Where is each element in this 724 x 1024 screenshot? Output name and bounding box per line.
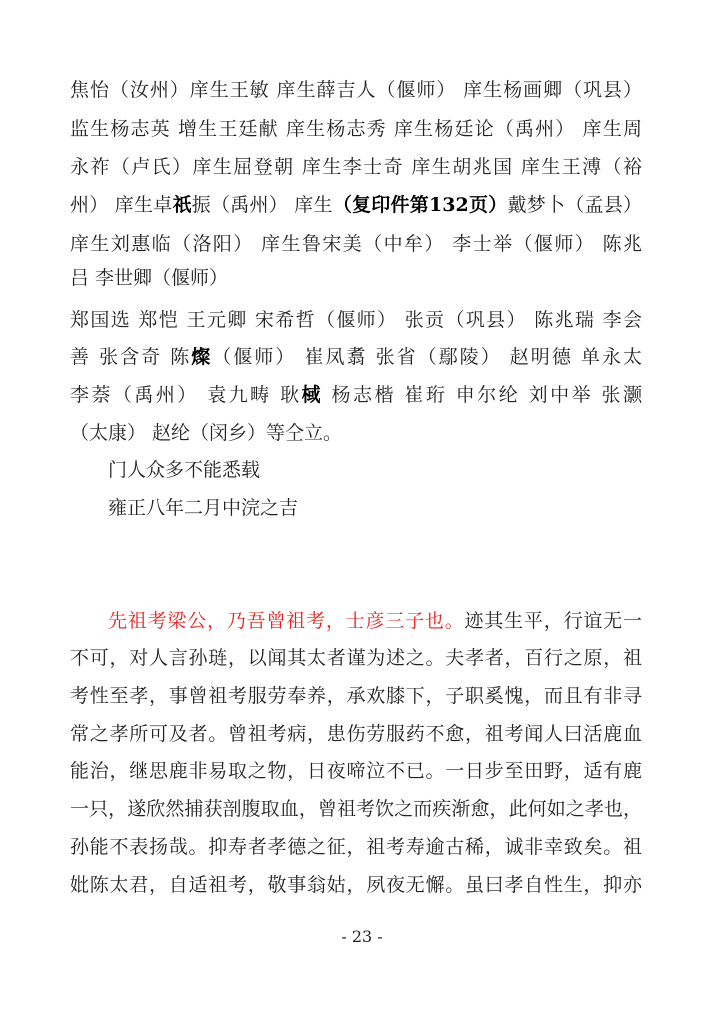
text-segment: （偃师） 崔凤翥 张省（鄢陵） 赵明德 单永太 <box>212 346 642 368</box>
text-segment: 迹其生平，行谊无一 <box>464 610 642 632</box>
section2-text-line <box>70 609 642 633</box>
section2-text-line <box>70 722 642 746</box>
text-segment: 妣陈太君，自适祖考，敬事翁姑，夙夜无懈。虽曰孝自性生，抑亦 <box>70 874 642 896</box>
section1-text-line <box>70 383 642 407</box>
text-segment: 考性至孝，事曾祖考服劳奉养，承欢膝下，子职奚愧，而且有非寻 <box>70 685 642 707</box>
text-segment: 杨志楷 崔珩 申尔纶 刘中举 张灏 <box>323 384 642 406</box>
section1-text-line <box>70 421 642 445</box>
text-segment: 能治，继思鹿非易取之物，日夜啼泣不已。一日步至田野，适有鹿 <box>70 760 642 782</box>
text-segment: 常之孝所可及者。曾祖考病，患伤劳服药不愈，祖考闻人曰活鹿血 <box>70 723 642 745</box>
section1-text-line <box>70 345 642 369</box>
section1-text-line <box>70 232 642 256</box>
text-segment: 不可，对人言孙琏，以闻其太者谨为述之。夫孝者，百行之原，祖 <box>70 647 642 669</box>
section2-text-line <box>70 646 642 670</box>
text-segment: 监生杨志英 增生王廷献 庠生杨志秀 庠生杨廷论（禹州） 庠生周 <box>70 118 642 140</box>
bold-text: 祇 <box>172 194 192 216</box>
section2-text-line <box>70 759 642 783</box>
section1-text-line <box>70 458 642 482</box>
section1-text-line <box>70 117 642 141</box>
text-segment: 善 张含奇 陈 <box>70 346 192 368</box>
section2-text-line <box>70 684 642 708</box>
text-segment: 孙能不表扬哉。抑寿者孝德之征，祖考寿逾古稀，诚非幸致矣。祖 <box>70 836 642 858</box>
section1-text-line <box>70 308 642 332</box>
highlighted-text: 先祖考梁公，乃吾曾祖考，士彦三子也。 <box>108 610 465 632</box>
section2-text-line <box>70 873 642 897</box>
text-segment: 雍正八年二月中浣之吉 <box>108 497 299 519</box>
page-number: - 23 - <box>341 927 383 946</box>
text-segment: 庠生刘惠临（洛阳） 庠生鲁宋美（中牟） 李士举（偃师） 陈兆 <box>70 233 642 255</box>
text-segment: 门人众多不能悉载 <box>108 459 261 481</box>
bold-text: 棫 <box>301 384 324 406</box>
text-segment: （太康） 赵纶（闵乡）等仝立。 <box>70 422 343 444</box>
text-segment: 州） 庠生卓 <box>70 194 173 216</box>
bold-text: 燦 <box>191 346 213 368</box>
section1-text-line <box>70 266 642 290</box>
text-segment: 永祚（卢氏）庠生屈登朝 庠生李士奇 庠生胡兆国 庠生王溥（裕 <box>70 156 642 178</box>
section1-text-line <box>70 78 642 102</box>
text-segment: 李萘（禹州） 袁九畴 耿 <box>70 384 302 406</box>
text-segment: 振（禹州） 庠生 <box>191 194 333 216</box>
text-segment: 吕 李世卿（偃师） <box>70 267 229 289</box>
section2-text-line <box>70 797 642 821</box>
text-segment: 郑国选 郑恺 王元卿 宋希哲（偃师） 张贡（巩县） 陈兆瑞 李会 <box>70 309 642 331</box>
text-segment: 戴梦卜（孟县） <box>507 194 642 216</box>
section1-text-line <box>70 496 642 520</box>
text-segment: 一只，遂欣然捕获剖腹取血，曾祖考饮之而疾渐愈，此何如之孝也， <box>70 798 642 820</box>
text-segment: 焦怡（汝州）庠生王敏 庠生薛吉人（偃师） 庠生杨画卿（巩县） <box>70 79 642 101</box>
section2-text-line <box>70 835 642 859</box>
bold-text: （复印件第132页） <box>332 194 508 216</box>
section1-text-line <box>70 193 642 217</box>
section1-text-line <box>70 155 642 179</box>
